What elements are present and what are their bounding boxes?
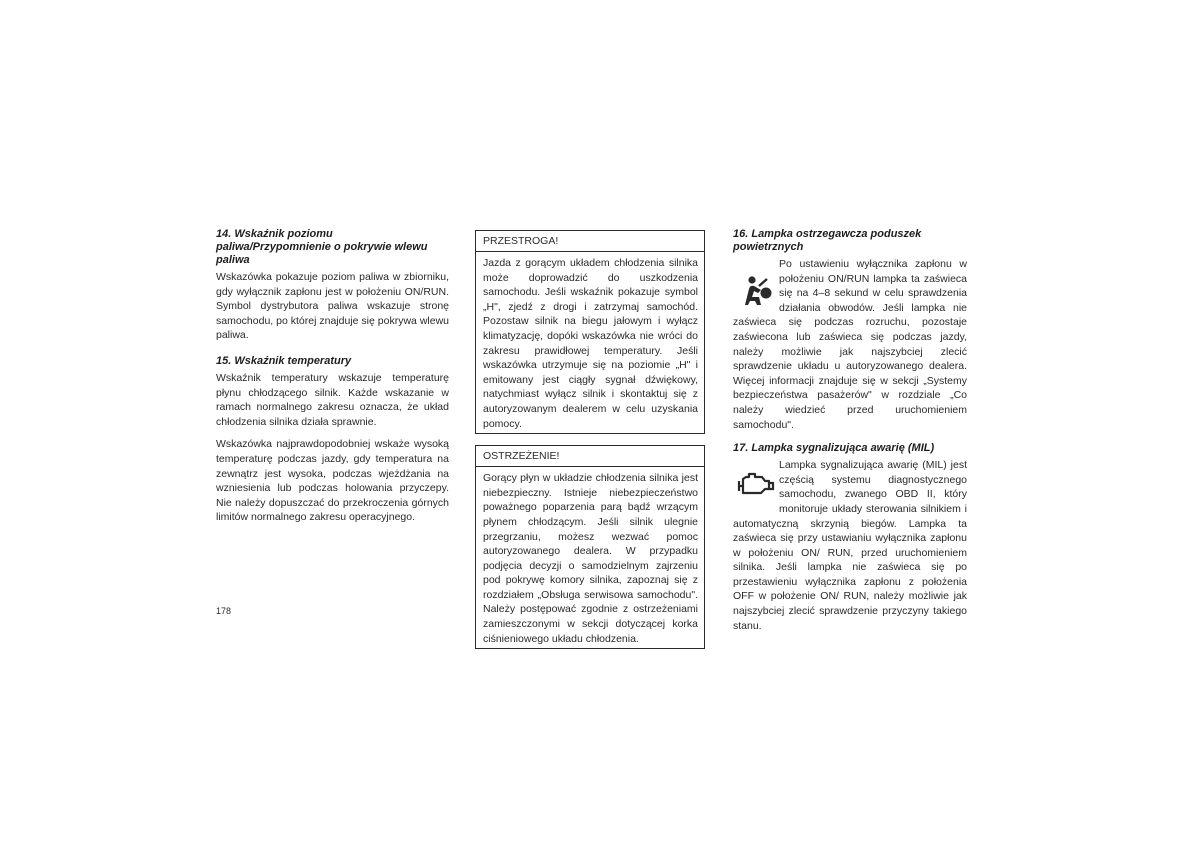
- warning-box: [475, 445, 705, 649]
- warning-title: OSTRZEŻENIE!: [476, 450, 704, 467]
- section-17-heading: 17. Lampka sygnalizująca awarię (MIL): [733, 442, 935, 455]
- airbag-icon-wrap: [733, 257, 779, 313]
- section-15-heading: 15. Wskaźnik temperatury: [216, 354, 352, 367]
- section-14-heading: 14. Wskaźnik poziomu paliwa/Przypomnienie o pokrywie wlewu paliwa: [216, 228, 428, 266]
- engine-icon-wrap: [733, 458, 779, 514]
- caution-title: PRZESTROGA!: [476, 235, 704, 252]
- section-16-heading: 16. Lampka ostrzegawcza poduszek powietrznych: [733, 228, 922, 253]
- page-number: 178: [216, 606, 232, 616]
- section-17-text: Lampka sygnalizująca awarię (MIL) jest częścią systemu diagnostycznego samochodu, zwanego OBD II, który monitoruje układy sterowania silnikiem i automatyczną skrzynią biegów. Lampka ta zaświeca się przy ustawianiu wyłącznika zapłonu w położeniu ON/ RUN, przed uruchomieniem silnika. Jeśli lampka nie zaświeca się po przestawieniu wyłącznika zapłonu z położenia OFF w położenie ON/ RUN, należy możliwie jak najszybciej zlecić sprawdzenie przyczyny takiego stanu.: [733, 459, 967, 632]
- airbag-warning-icon: [739, 275, 775, 309]
- section-15-text-1: Wskaźnik temperatury wskazuje temperaturę płynu chłodzącego silnik. Każde wskazanie w ramach normalnego zakresu oznacza, że układ chłodzenia silnika działa sprawnie.: [216, 371, 449, 428]
- section-14-text: Wskazówka pokazuje poziom paliwa w zbiorniku, gdy wyłącznik zapłonu jest w położeniu ON/RUN. Symbol dystrybutora paliwa wskazuje stronę samochodu, po której znajduje się pokrywa wlewu paliwa.: [216, 271, 449, 342]
- section-16-text: Po ustawieniu wyłącznika zapłonu w położeniu ON/RUN lampka ta zaświeca się na 4–8 sekund w celu sprawdzenia działania obwodów. Jeśli lampka nie zaświeca się podczas rozruchu, pozostaje zaświecona lub zaświeca się podczas jazdy, należy możliwie jak najszybciej zlecić sprawdzenie układu u autoryzowanego dealera. Więcej informacji znajduje się w sekcji „Systemy bezpieczeństwa pasażerów" w rozdziale „Co należy wiedzieć przed uruchomieniem samochodu".: [733, 258, 967, 431]
- caution-box: [475, 230, 705, 434]
- column-right: [733, 228, 967, 641]
- section-15-text-2: Wskazówka najprawdopodobniej wskaże wysoką temperaturę podczas jazdy, gdy temperatura na zewnątrz jest wysoka, podczas wjeżdżania na wzniesienia lub podczas holowania przyczepy. Nie należy dopuszczać do przekroczenia górnych limitów normalnego zakresu operacyjnego.: [216, 438, 449, 524]
- check-engine-icon: [735, 472, 775, 498]
- column-left: [216, 228, 449, 533]
- column-middle: [475, 230, 705, 660]
- caution-text: Jazda z gorącym układem chłodzenia silnika może doprowadzić do uszkodzenia samochodu. Jeśli wskaźnik pokazuje symbol „H", zjedź z drogi i zatrzymaj samochód. Pozostaw silnik na biegu jałowym i wyłącz klimatyzację, dopóki wskazówka nie wróci do zakresu prawidłowej temperatury. Jeśli wskazówka utrzymuje się na poziomie „H" i emitowany jest ciągły sygnał dźwiękowy, natychmiast wyłącz silnik i skontaktuj się z autoryzowanym dealerem w celu uzyskania pomocy.: [483, 257, 698, 430]
- warning-text: Gorący płyn w układzie chłodzenia silnika jest niebezpieczny. Istnieje niebezpieczeństwo poważnego poparzenia parą bądź wrzącym płynem chłodzącym. Jeśli silnik ulegnie przegrzaniu, możesz wezwać pomoc autoryzowanego dealera. W przypadku podjęcia decyzji o samodzielnym zajrzeniu pod pokrywę komory silnika, zapoznaj się z rozdziałem „Obsługa serwisowa samochodu". Należy postępować zgodnie z ostrzeżeniami zamieszczonymi w sekcji dotyczącej korka ciśnieniowego układu chłodzenia.: [483, 472, 698, 645]
